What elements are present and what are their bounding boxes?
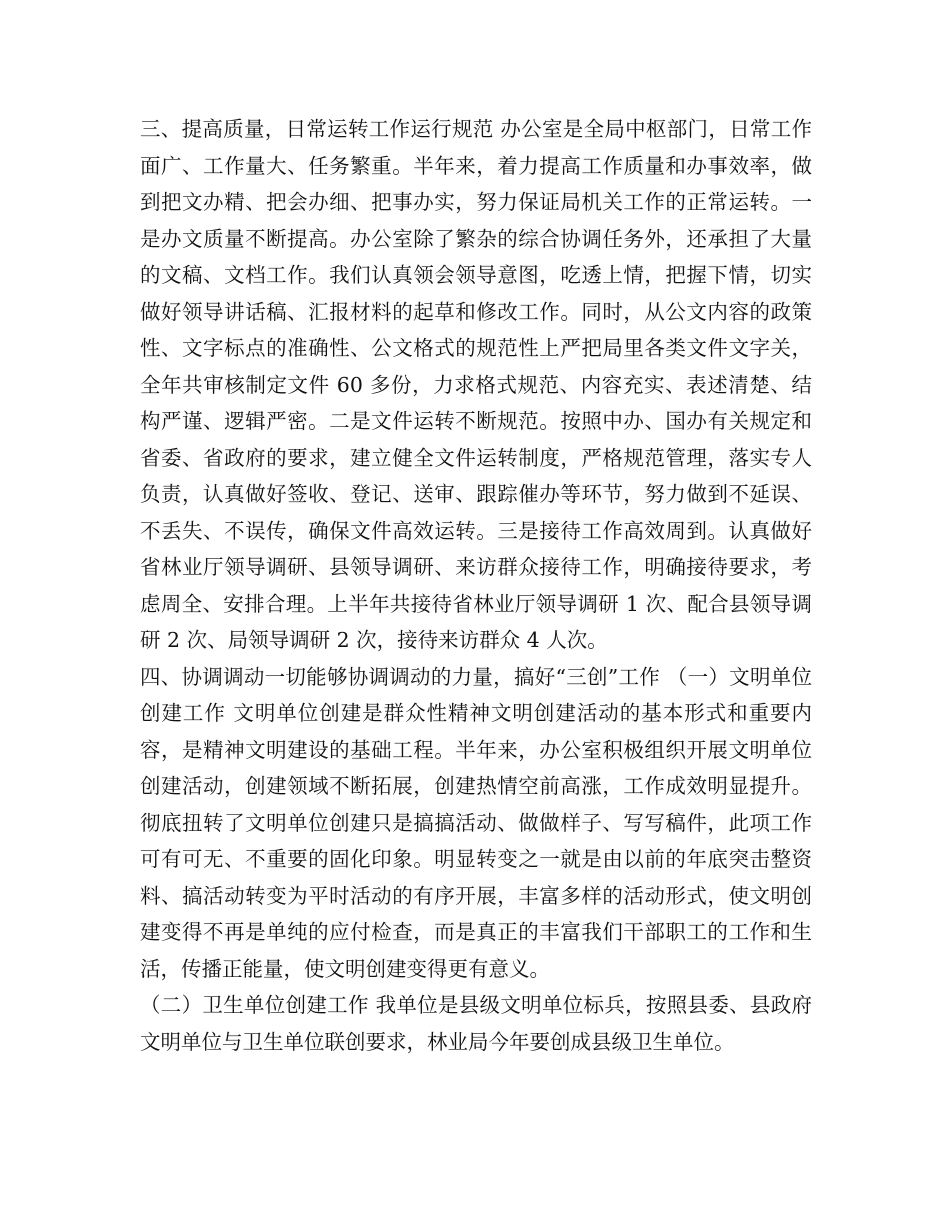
paragraph-three-creations-section: 四、协调调动一切能够协调调动的力量，搞好“三创”工作 （一）文明单位创建工作 文明单位创建是群众性精神文明创建活动的基本形式和重要内容，是精神文明建设的基础工程。半年来，办公室积极组织开展文明单位创建活动，创建领域不断拓展，创建热情空前高涨，工作成效明显提升。彻底扭转了文明单位创建只是搞搞活动、做做样子、写写稿件，此项工作可有可无、不重要的固化印象。明显转变之一就是由以前的年底突击整资料、搞活动转变为平时活动的有序开展，丰富多样的活动形式，使文明创建变得不再是单纯的应付检查，而是真正的丰富我们干部职工的工作和生活，传播正能量，使文明创建变得更有意义。 — [140, 664, 812, 981]
paragraph-quality-section: 三、提高质量，日常运转工作运行规范 办公室是全局中枢部门，日常工作面广、工作量大、任务繁重。半年来，着力提高工作质量和办事效率，做到把文办精、把会办细、把事办实，努力保证局机关工作的正常运转。一是办文质量不断提高。办公室除了繁杂的综合协调任务外，还承担了大量的文稿、文档工作。我们认真领会领导意图，吃透上情，把握下情，切实做好领导讲话稿、汇报材料的起草和修改工作。同时，从公文内容的政策性、文字标点的准确性、公文格式的规范性上严把局里各类文件文字关，全年共审核制定文件 60 多份，力求格式规范、内容充实、表述清楚、结构严谨、逻辑严密。二是文件运转不断规范。按照中办、国办有关规定和省委、省政府的要求，建立健全文件运转制度，严格规范管理，落实专人负责，认真做好签收、登记、送审、跟踪催办等环节，努力做到不延误、不丢失、不误传，确保文件高效运转。三是接待工作高效周到。认真做好省林业厅领导调研、县领导调研、来访群众接待工作，明确接待要求，考虑周全、安排合理。上半年共接待省林业厅领导调研 1 次、配合县领导调研 2 次、局领导调研 2 次，接待来访群众 4 人次。 — [140, 117, 812, 652]
document-body — [140, 111, 812, 1060]
paragraph-sanitation-unit-section: （二）卫生单位创建工作 我单位是县级文明单位标兵，按照县委、县政府文明单位与卫生单位联创要求，林业局今年要创成县级卫生单位。 — [140, 993, 812, 1054]
